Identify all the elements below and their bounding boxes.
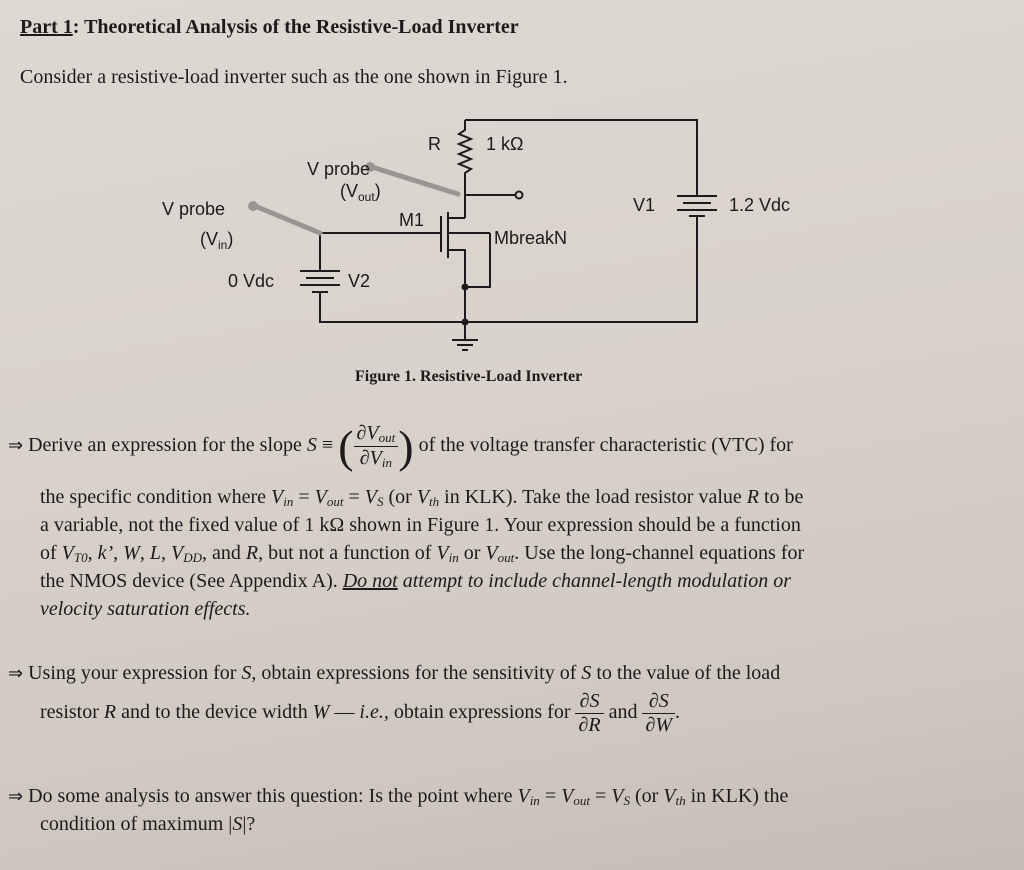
q2-line2: resistor R and to the device width W — i.e., obtain expressions for $\frac{\partial S}{\partial R}$ and $\frac{\partial S}{\partial W}$ .	[40, 690, 681, 736]
dvout-dvin-fraction: $\frac{\partial V_{out}}{\partial V_{in}}$	[354, 422, 399, 471]
q1-line2: the specific condition where $V_{in} = V_{out} = V_S$ (or $V_{th}$ in KLK). Take the load resistor value R to be	[40, 486, 804, 509]
part-label: Part 1	[20, 16, 73, 38]
heading-text: : Theoretical Analysis of the Resistive-Load Inverter	[72, 16, 519, 38]
q1-line1: ⇒ Derive an expression for the slope S ≡ ( $\frac{\partial V_{out}}{\partial V_{in}}$ ) of the voltage transfer characteristic (VTC) for	[8, 421, 793, 472]
v1-value: 1.2 Vdc	[729, 195, 791, 215]
figure-caption: Figure 1. Resistive-Load Inverter	[355, 368, 583, 385]
q1-line3: a variable, not the fixed value of 1 kΩ shown in Figure 1. Your expression should be a function	[40, 514, 801, 536]
intro-text: Consider a resistive-load inverter such as the one shown in Figure 1.	[20, 66, 568, 88]
q1-line4: of $V_{T0}$, k’, W, L, $V_{DD}$, and R, but not a function of $V_{in}$ or $V_{out}$. Use the long-channel equations for	[40, 542, 805, 565]
probe-out-label: V probe	[307, 159, 371, 179]
ground-icon	[452, 322, 478, 350]
v1-label: V1	[633, 195, 656, 215]
model-label: MbreakN	[494, 228, 568, 248]
ds-dr-fraction: $\frac{\partial S}{\partial R}$	[575, 690, 603, 737]
circuit-diagram	[0, 0, 1024, 420]
v2-value: 0 Vdc	[228, 271, 275, 291]
m1-label: M1	[399, 210, 425, 230]
q2-line1: ⇒ Using your expression for S, obtain expressions for the sensitivity of S to the value of the load	[8, 662, 781, 684]
v2-label: V2	[348, 271, 371, 291]
q3-line1: ⇒ Do some analysis to answer this question: Is the point where $V_{in} = V_{out} = V_S$ (or $V_{th}$ in KLK) the	[8, 785, 789, 808]
arrow-icon: ⇒	[8, 663, 24, 684]
resistor-icon	[459, 120, 471, 218]
arrow-icon: ⇒	[8, 435, 24, 457]
probe-in-signal: $(V_{in})$	[200, 229, 234, 252]
r-label: R	[428, 134, 441, 154]
q1-line6: velocity saturation effects.	[40, 598, 251, 620]
q1-line5: the NMOS device (See Appendix A). Do not attempt to include channel-length modulation or	[40, 570, 792, 592]
top-wire	[465, 120, 697, 196]
arrow-icon: ⇒	[8, 786, 24, 807]
r-value: 1 kΩ	[486, 134, 524, 154]
ds-dw-fraction: $\frac{\partial S}{\partial W}$	[642, 690, 675, 737]
probe-in-label: V probe	[162, 199, 226, 219]
q3-line2: condition of maximum |S|?	[40, 813, 256, 835]
probe-out-signal: $(V_{out})$	[340, 181, 381, 204]
output-terminal-icon	[516, 192, 523, 199]
